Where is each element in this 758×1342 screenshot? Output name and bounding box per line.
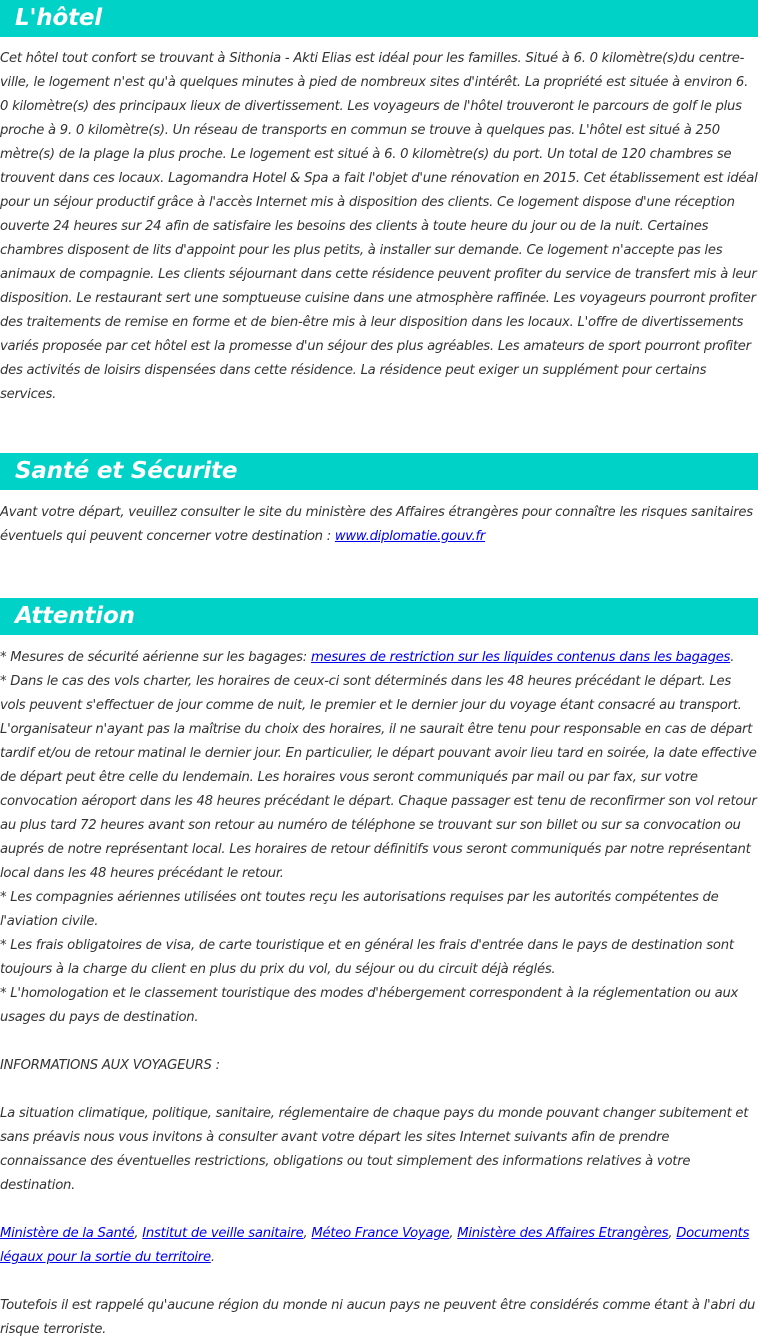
terror-risk-note: Toutefois il est rappelé qu'aucune région du monde ni aucun pays ne peuvent être considérés comme étant à l'abri du risque terroriste.: [0, 1298, 756, 1337]
health-text: Avant votre départ, veuillez consulter le site du ministère des Affaires étrangères pour connaître les risques sanitaires éventuels qui peuvent concerner votre destination :: [0, 505, 753, 544]
affaires-etrangeres-link[interactable]: Ministère des Affaires Etrangères: [457, 1226, 669, 1241]
health-paragraph: [0, 501, 758, 549]
attention-content: [0, 646, 758, 1342]
baggage-note: [0, 646, 758, 670]
link-separator: ,: [134, 1226, 143, 1241]
links-period: .: [210, 1250, 215, 1265]
veille-sanitaire-link[interactable]: Institut de veille sanitaire: [142, 1226, 304, 1241]
health-section-title: Santé et Sécurite: [0, 453, 758, 490]
baggage-suffix: .: [730, 650, 735, 665]
spacer: [0, 1270, 758, 1294]
charter-note: * Dans le cas des vols charter, les horaires de ceux-ci sont déterminés dans les 48 heures précédant le départ. Les vols peuvent s'effectuer de jour comme de nuit, le premier et le dernier jour du voyage étant consacré au transport. L'organisateur n'ayant pas la maîtrise du choix des horaires, il ne saurait être tenu pour responsable en cas de départ tardif et/ou de retour matinal le dernier jour. En particulier, le départ pouvant avoir lieu tard en soirée, la date effective de départ peut être celle du lendemain. Les horaires vous seront communiqués par mail ou par fax, sur votre convocation aéroport dans les 48 heures précédant le départ. Chaque passager est tenu de reconfirmer son vol retour au plus tard 72 heures avant son retour au numéro de téléphone se trouvant sur son billet ou sur sa convocation ou auprés de notre représentant local. Les horaires de retour définitifs vous seront communiqués par notre représentant local dans les 48 heures précédant le retour.: [0, 674, 757, 881]
attention-section-title: Attention: [0, 598, 758, 635]
official-links: [0, 1222, 758, 1270]
fees-note: * Les frais obligatoires de visa, de carte touristique et en général les frais d'entrée dans le pays de destination sont toujours à la charge du client en plus du prix du vol, du séjour ou du circuit déjà réglés.: [0, 938, 734, 977]
liquids-restriction-link[interactable]: mesures de restriction sur les liquides contenus dans les bagages: [310, 650, 731, 665]
meteo-france-link[interactable]: Méteo France Voyage: [311, 1226, 450, 1241]
link-separator: ,: [668, 1226, 677, 1241]
hotel-description: Cet hôtel tout confort se trouvant à Sithonia - Akti Elias est idéal pour les familles. Situé à 6. 0 kilomètre(s)du centre-ville, le logement n'est qu'à quelques minutes à pied de nombreux sites d'intérêt. La propriété est située à environ 6. 0 kilomètre(s) des principaux lieux de divertissement. Les voyageurs de l'hôtel trouveront le parcours de golf le plus proche à 9. 0 kilomètre(s). Un réseau de transports en commun se trouve à quelques pas. L'hôtel est situé à 250 mètre(s) de la plage la plus proche. Le logement est situé à 6. 0 kilomètre(s) du port. Un total de 120 chambres se trouvent dans ces locaux. Lagomandra Hotel & Spa a fait l'objet d'une rénovation en 2015. Cet établissement est idéal pour un séjour productif grâce à l'accès Internet mis à disposition des clients. Ce logement dispose d'une réception ouverte 24 heures sur 24 afin de satisfaire les besoins des clients à toute heure du jour ou de la nuit. Certaines chambres disposent de lits d'appoint pour les plus petits, à installer sur demande. Ce logement n'accepte pas les animaux de compagnie. Les clients séjournant dans cette résidence peuvent profiter du service de transfert mis à leur disposition. Le restaurant sert une somptueuse cuisine dans une atmosphère raffinée. Les voyageurs pourront profiter des traitements de remise en forme et de bien-être mis à leur disposition dans les locaux. L'offre de divertissements variés proposée par cet hôtel est la promesse d'un séjour des plus agréables. Les amateurs de sport pourront profiter des activités de loisirs dispensées dans cette résidence. La résidence peut exiger un supplément pour certains services.: [0, 51, 758, 402]
spacer: [0, 1078, 758, 1102]
travelers-info-title: INFORMATIONS AUX VOYAGEURS :: [0, 1058, 220, 1073]
baggage-prefix: * Mesures de sécurité aérienne sur les bagages:: [0, 650, 311, 665]
situation-paragraph: La situation climatique, politique, sanitaire, réglementaire de chaque pays du monde pouvant changer subitement et sans préavis nous vous invitons à consulter avant votre départ les sites Internet suivants afin de prendre connaissance des éventuelles restrictions, obligations ou tout simplement des informations relatives à votre destination.: [0, 1106, 749, 1193]
airlines-note: * Les compagnies aériennes utilisées ont toutes reçu les autorisations requises par les autorités compétentes de l'aviation civile.: [0, 890, 719, 929]
link-separator: ,: [303, 1226, 312, 1241]
homologation-note: * L'homologation et le classement touristique des modes d'hébergement correspondent à la réglementation ou aux usages du pays de destination.: [0, 986, 739, 1025]
link-separator: ,: [449, 1226, 458, 1241]
ministere-sante-link[interactable]: Ministère de la Santé: [0, 1226, 135, 1241]
diplomatie-link[interactable]: www.diplomatie.gouv.fr: [334, 529, 486, 544]
spacer: [0, 1198, 758, 1222]
hotel-section-title: L'hôtel: [0, 0, 758, 37]
spacer: [0, 1030, 758, 1054]
documents-legaux-link[interactable]: Documents légaux pour la sortie du territoire: [0, 1226, 750, 1265]
